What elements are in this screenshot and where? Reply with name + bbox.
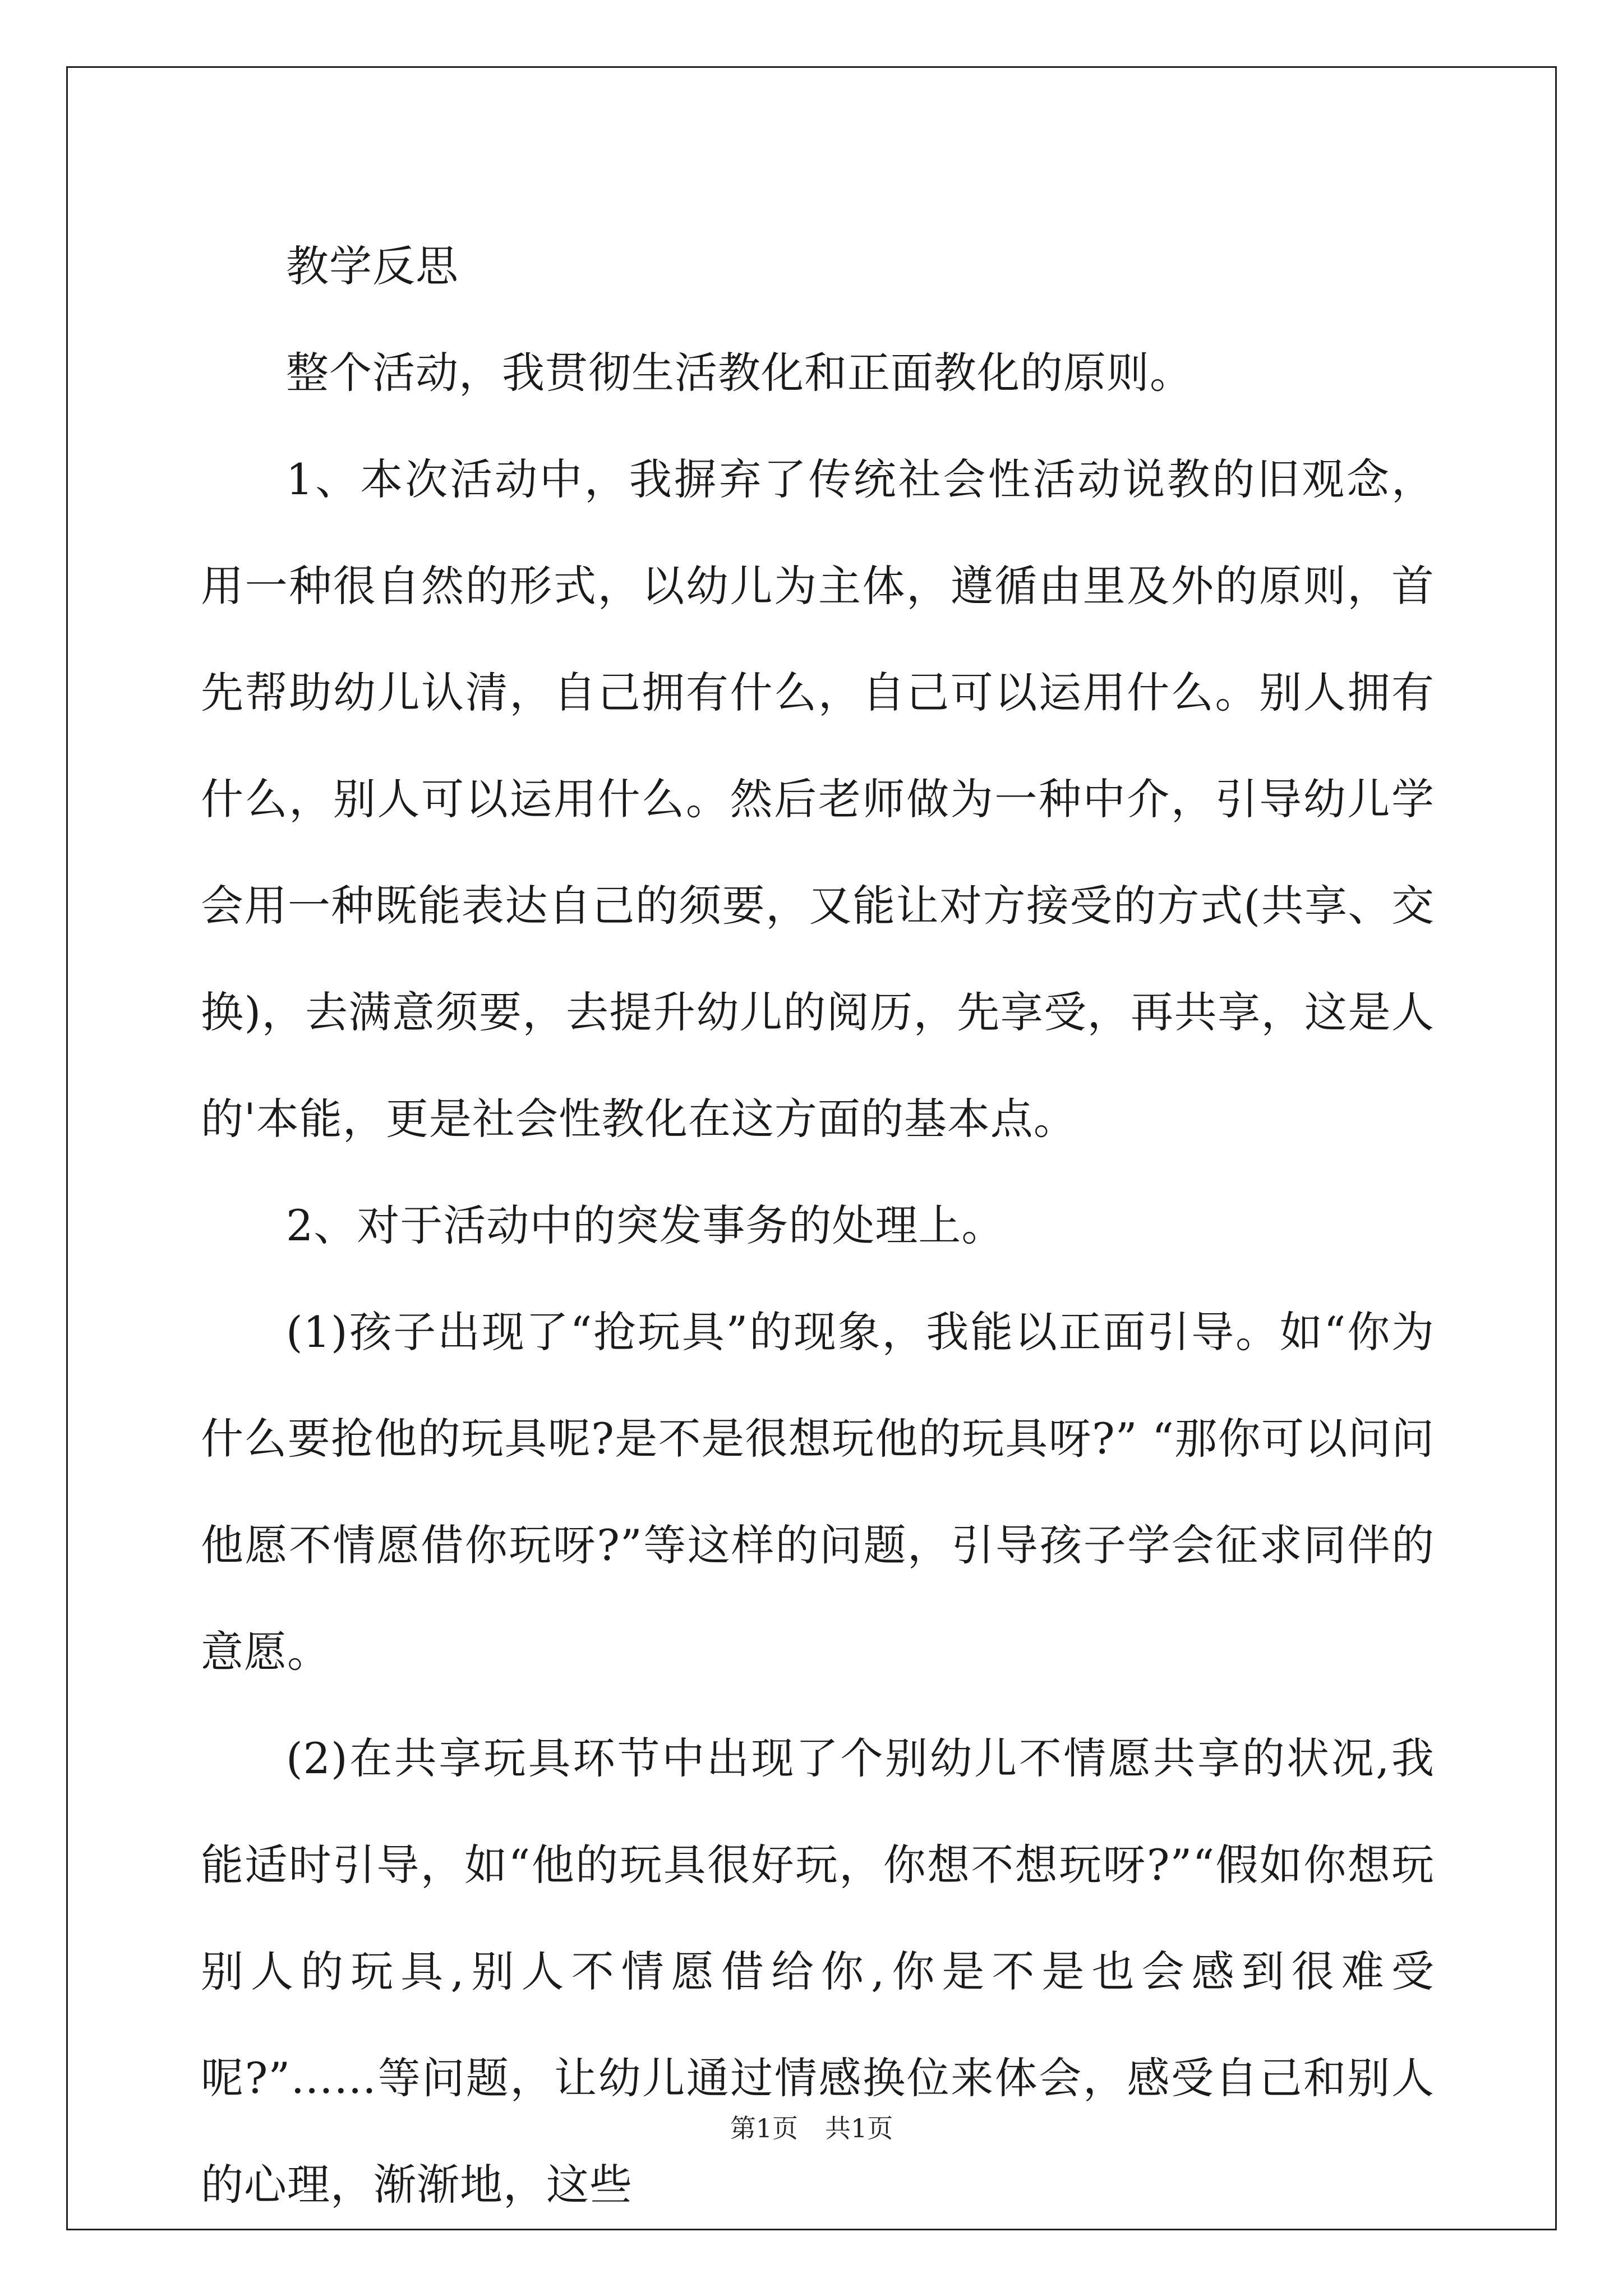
page-total: 共1页	[825, 2113, 893, 2143]
section-heading: 教学反思	[286, 241, 459, 291]
document-body	[201, 213, 1435, 2238]
body-paragraph: 1、本次活动中，我摒弃了传统社会性活动说教的旧观念，用一种很自然的形式，以幼儿为主体，遵循由里及外的原则，首先帮助幼儿认清，自己拥有什么，自己可以运用什么。别人拥有什么，别人可以运用什么。然后老师做为一种中介，引导幼儿学会用一种既能表达自己的须要，又能让对方接受的方式(共享、交换)，去满意须要，去提升幼儿的阅历，先享受，再共享，这是人的'本能，更是社会性教化在这方面的基本点。	[201, 454, 1435, 1144]
page-footer	[0, 2108, 1623, 2145]
body-paragraph: (2)在共享玩具环节中出现了个别幼儿不情愿共享的状况,我能适时引导，如“他的玩具很好玩，你想不想玩呀?”“假如你想玩别人的玩具,别人不情愿借给你,你是不是也会感到很难受呢?”……等问题，让幼儿通过情感换位来体会，感受自己和别人的心理，渐渐地，这些	[201, 1733, 1435, 2210]
body-paragraph: 2、对于活动中的突发事务的处理上。	[286, 1200, 1005, 1250]
body-paragraph: 整个活动，我贯彻生活教化和正面教化的原则。	[286, 348, 1193, 398]
body-paragraph: (1)孩子出现了“抢玩具”的现象，我能以正面引导。如“你为什么要抢他的玩具呢?是不是很想玩他的玩具呀?” “那你可以问问他愿不情愿借你玩呀?”等这样的问题，引导孩子学会征求同伴的意愿。	[201, 1307, 1435, 1677]
page-number: 第1页	[730, 2113, 798, 2143]
